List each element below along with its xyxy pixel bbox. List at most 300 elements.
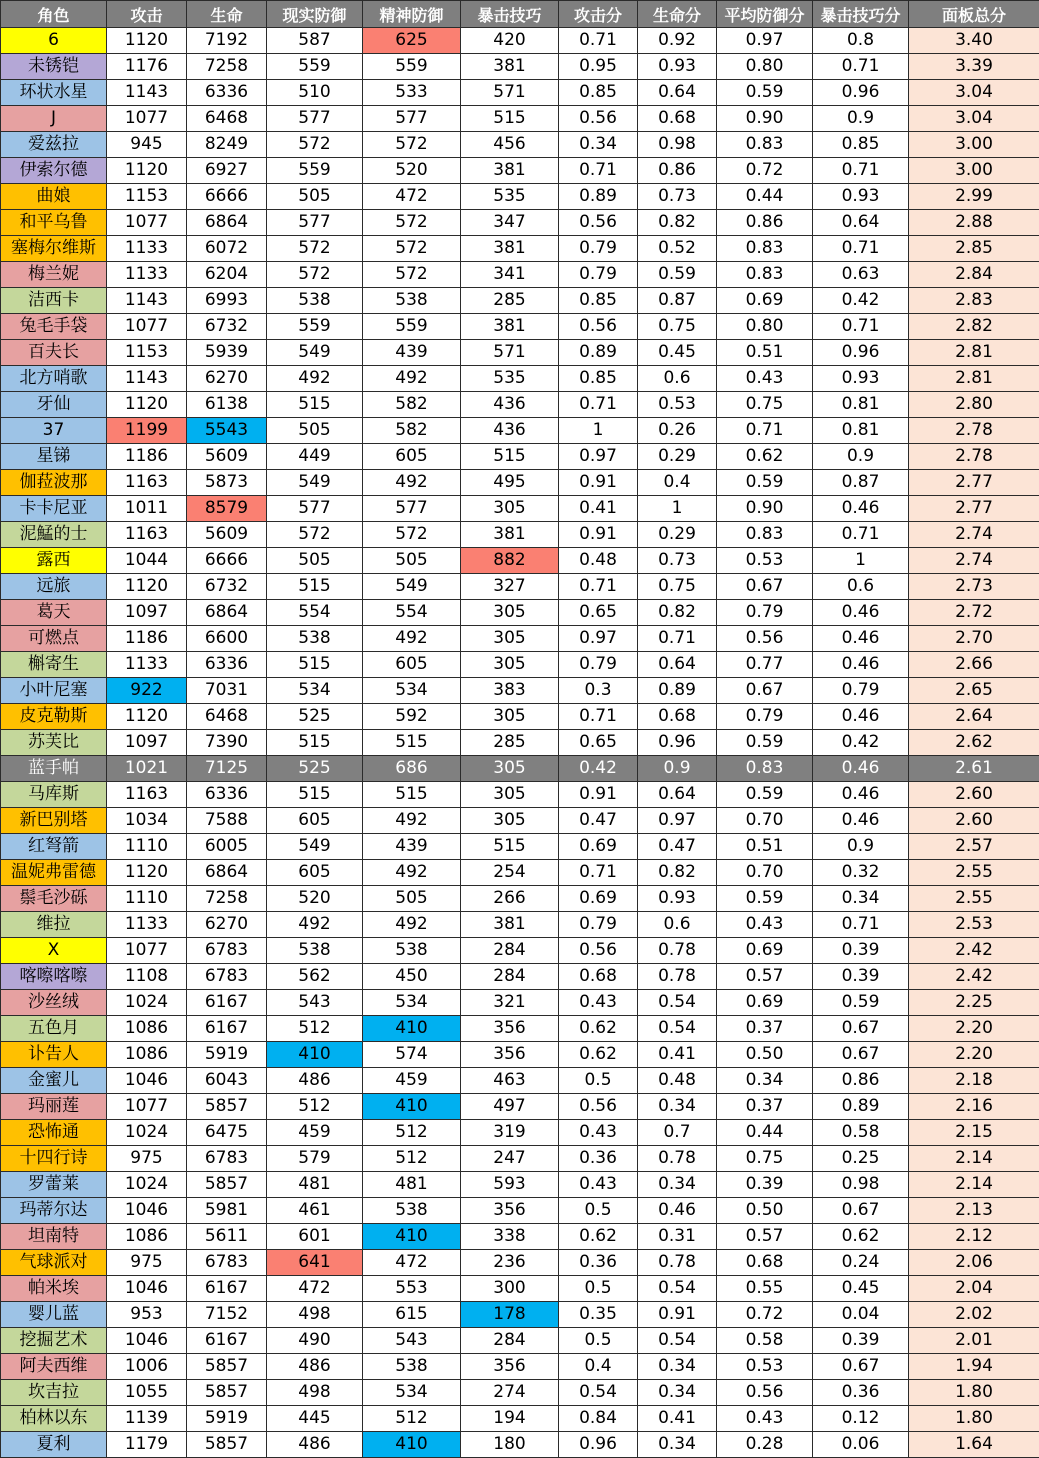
cell-attack-score[interactable]: 0.71 xyxy=(559,158,638,184)
cell-crit-score[interactable]: 0.67 xyxy=(813,1354,909,1380)
cell-attack-score[interactable]: 0.69 xyxy=(559,834,638,860)
cell-crit-technique[interactable]: 347 xyxy=(461,210,559,236)
cell-crit-technique[interactable]: 456 xyxy=(461,132,559,158)
cell-hp-score[interactable]: 0.93 xyxy=(638,54,717,80)
cell-crit-score[interactable]: 0.93 xyxy=(813,184,909,210)
cell-avg-defense-score[interactable]: 0.97 xyxy=(717,28,813,54)
cell-hp[interactable]: 5609 xyxy=(187,444,267,470)
cell-crit-score[interactable]: 0.71 xyxy=(813,314,909,340)
header-mental-defense[interactable]: 精神防御 xyxy=(363,1,461,28)
cell-hp-score[interactable]: 0.98 xyxy=(638,132,717,158)
cell-crit-score[interactable]: 0.96 xyxy=(813,340,909,366)
cell-attack[interactable]: 1044 xyxy=(107,548,187,574)
cell-hp[interactable]: 7258 xyxy=(187,886,267,912)
cell-mental-defense[interactable]: 605 xyxy=(363,652,461,678)
cell-mental-defense[interactable]: 534 xyxy=(363,990,461,1016)
cell-character-name[interactable]: 泥鯭的士 xyxy=(1,522,107,548)
cell-mental-defense[interactable]: 410 xyxy=(363,1224,461,1250)
cell-character-name[interactable]: 牙仙 xyxy=(1,392,107,418)
cell-attack[interactable]: 1186 xyxy=(107,444,187,470)
cell-hp[interactable]: 6167 xyxy=(187,990,267,1016)
cell-reality-defense[interactable]: 538 xyxy=(267,938,363,964)
cell-character-name[interactable]: 星锑 xyxy=(1,444,107,470)
cell-attack-score[interactable]: 0.97 xyxy=(559,444,638,470)
cell-character-name[interactable]: 温妮弗雷德 xyxy=(1,860,107,886)
cell-hp[interactable]: 6167 xyxy=(187,1276,267,1302)
cell-avg-defense-score[interactable]: 0.56 xyxy=(717,1380,813,1406)
cell-character-name[interactable]: 鬃毛沙砾 xyxy=(1,886,107,912)
cell-attack[interactable]: 1077 xyxy=(107,210,187,236)
cell-hp[interactable]: 6204 xyxy=(187,262,267,288)
cell-character-name[interactable]: 红弩箭 xyxy=(1,834,107,860)
cell-avg-defense-score[interactable]: 0.90 xyxy=(717,496,813,522)
cell-hp-score[interactable]: 0.89 xyxy=(638,678,717,704)
cell-avg-defense-score[interactable]: 0.59 xyxy=(717,80,813,106)
cell-mental-defense[interactable]: 492 xyxy=(363,470,461,496)
cell-attack[interactable]: 1055 xyxy=(107,1380,187,1406)
cell-avg-defense-score[interactable]: 0.59 xyxy=(717,470,813,496)
cell-reality-defense[interactable]: 543 xyxy=(267,990,363,1016)
cell-attack[interactable]: 1097 xyxy=(107,730,187,756)
cell-crit-score[interactable]: 0.42 xyxy=(813,730,909,756)
cell-attack[interactable]: 945 xyxy=(107,132,187,158)
cell-hp[interactable]: 6864 xyxy=(187,600,267,626)
cell-crit-score[interactable]: 0.46 xyxy=(813,782,909,808)
cell-avg-defense-score[interactable]: 0.83 xyxy=(717,132,813,158)
cell-hp-score[interactable]: 0.75 xyxy=(638,574,717,600)
cell-attack-score[interactable]: 0.43 xyxy=(559,1120,638,1146)
cell-character-name[interactable]: 葛天 xyxy=(1,600,107,626)
cell-character-name[interactable]: 槲寄生 xyxy=(1,652,107,678)
cell-attack[interactable]: 975 xyxy=(107,1146,187,1172)
cell-hp[interactable]: 6666 xyxy=(187,184,267,210)
cell-total-score[interactable]: 2.15 xyxy=(909,1120,1039,1146)
cell-hp[interactable]: 7031 xyxy=(187,678,267,704)
cell-crit-score[interactable]: 0.42 xyxy=(813,288,909,314)
cell-character-name[interactable]: 马库斯 xyxy=(1,782,107,808)
cell-character-name[interactable]: 皮克勒斯 xyxy=(1,704,107,730)
cell-attack[interactable]: 1153 xyxy=(107,340,187,366)
cell-hp-score[interactable]: 0.45 xyxy=(638,340,717,366)
cell-crit-technique[interactable]: 338 xyxy=(461,1224,559,1250)
cell-hp[interactable]: 6783 xyxy=(187,964,267,990)
cell-crit-technique[interactable]: 319 xyxy=(461,1120,559,1146)
cell-hp[interactable]: 5857 xyxy=(187,1172,267,1198)
cell-hp[interactable]: 6005 xyxy=(187,834,267,860)
cell-avg-defense-score[interactable]: 0.71 xyxy=(717,418,813,444)
cell-hp[interactable]: 5939 xyxy=(187,340,267,366)
cell-attack-score[interactable]: 0.54 xyxy=(559,1380,638,1406)
cell-crit-technique[interactable]: 356 xyxy=(461,1016,559,1042)
cell-crit-technique[interactable]: 284 xyxy=(461,938,559,964)
cell-total-score[interactable]: 2.60 xyxy=(909,808,1039,834)
cell-mental-defense[interactable]: 625 xyxy=(363,28,461,54)
cell-avg-defense-score[interactable]: 0.39 xyxy=(717,1172,813,1198)
cell-total-score[interactable]: 2.73 xyxy=(909,574,1039,600)
cell-attack-score[interactable]: 0.43 xyxy=(559,990,638,1016)
cell-mental-defense[interactable]: 549 xyxy=(363,574,461,600)
cell-total-score[interactable]: 2.20 xyxy=(909,1042,1039,1068)
cell-hp[interactable]: 6043 xyxy=(187,1068,267,1094)
cell-crit-score[interactable]: 0.96 xyxy=(813,80,909,106)
cell-attack-score[interactable]: 0.79 xyxy=(559,652,638,678)
cell-crit-technique[interactable]: 194 xyxy=(461,1406,559,1432)
cell-avg-defense-score[interactable]: 0.59 xyxy=(717,782,813,808)
cell-character-name[interactable]: 北方哨歌 xyxy=(1,366,107,392)
cell-avg-defense-score[interactable]: 0.56 xyxy=(717,626,813,652)
cell-crit-technique[interactable]: 381 xyxy=(461,522,559,548)
cell-crit-technique[interactable]: 882 xyxy=(461,548,559,574)
cell-attack[interactable]: 1120 xyxy=(107,392,187,418)
cell-crit-score[interactable]: 0.8 xyxy=(813,28,909,54)
cell-mental-defense[interactable]: 505 xyxy=(363,548,461,574)
cell-mental-defense[interactable]: 410 xyxy=(363,1016,461,1042)
cell-character-name[interactable]: 金蜜儿 xyxy=(1,1068,107,1094)
cell-reality-defense[interactable]: 445 xyxy=(267,1406,363,1432)
cell-hp-score[interactable]: 0.86 xyxy=(638,158,717,184)
cell-attack[interactable]: 1120 xyxy=(107,860,187,886)
cell-crit-technique[interactable]: 327 xyxy=(461,574,559,600)
cell-hp[interactable]: 6336 xyxy=(187,652,267,678)
cell-crit-score[interactable]: 0.71 xyxy=(813,236,909,262)
cell-hp[interactable]: 8579 xyxy=(187,496,267,522)
cell-attack[interactable]: 1120 xyxy=(107,704,187,730)
cell-crit-technique[interactable]: 381 xyxy=(461,912,559,938)
cell-hp-score[interactable]: 0.29 xyxy=(638,522,717,548)
cell-character-name[interactable]: J xyxy=(1,106,107,132)
cell-reality-defense[interactable]: 559 xyxy=(267,158,363,184)
cell-avg-defense-score[interactable]: 0.43 xyxy=(717,1406,813,1432)
cell-hp-score[interactable]: 0.34 xyxy=(638,1354,717,1380)
cell-character-name[interactable]: 未锈铠 xyxy=(1,54,107,80)
cell-crit-score[interactable]: 0.46 xyxy=(813,496,909,522)
cell-reality-defense[interactable]: 579 xyxy=(267,1146,363,1172)
cell-avg-defense-score[interactable]: 0.68 xyxy=(717,1250,813,1276)
header-hp-score[interactable]: 生命分 xyxy=(638,1,717,28)
cell-total-score[interactable]: 2.06 xyxy=(909,1250,1039,1276)
cell-reality-defense[interactable]: 572 xyxy=(267,132,363,158)
cell-total-score[interactable]: 2.42 xyxy=(909,938,1039,964)
cell-avg-defense-score[interactable]: 0.58 xyxy=(717,1328,813,1354)
cell-attack[interactable]: 1120 xyxy=(107,574,187,600)
cell-reality-defense[interactable]: 492 xyxy=(267,912,363,938)
cell-hp-score[interactable]: 0.34 xyxy=(638,1172,717,1198)
cell-avg-defense-score[interactable]: 0.70 xyxy=(717,808,813,834)
cell-crit-score[interactable]: 0.85 xyxy=(813,132,909,158)
cell-reality-defense[interactable]: 534 xyxy=(267,678,363,704)
cell-attack-score[interactable]: 0.62 xyxy=(559,1016,638,1042)
cell-attack-score[interactable]: 0.56 xyxy=(559,210,638,236)
cell-character-name[interactable]: 百夫长 xyxy=(1,340,107,366)
cell-crit-score[interactable]: 0.81 xyxy=(813,418,909,444)
cell-attack[interactable]: 1133 xyxy=(107,262,187,288)
cell-character-name[interactable]: 卡卡尼亚 xyxy=(1,496,107,522)
cell-total-score[interactable]: 3.00 xyxy=(909,132,1039,158)
cell-attack-score[interactable]: 0.91 xyxy=(559,470,638,496)
cell-crit-score[interactable]: 0.9 xyxy=(813,444,909,470)
cell-hp[interactable]: 6138 xyxy=(187,392,267,418)
cell-crit-score[interactable]: 0.46 xyxy=(813,652,909,678)
cell-hp-score[interactable]: 0.78 xyxy=(638,1250,717,1276)
cell-hp-score[interactable]: 0.78 xyxy=(638,938,717,964)
cell-reality-defense[interactable]: 498 xyxy=(267,1302,363,1328)
cell-reality-defense[interactable]: 549 xyxy=(267,834,363,860)
cell-character-name[interactable]: 坦南特 xyxy=(1,1224,107,1250)
cell-crit-score[interactable]: 0.98 xyxy=(813,1172,909,1198)
cell-attack-score[interactable]: 0.69 xyxy=(559,886,638,912)
cell-reality-defense[interactable]: 559 xyxy=(267,314,363,340)
cell-crit-score[interactable]: 0.71 xyxy=(813,912,909,938)
cell-crit-technique[interactable]: 266 xyxy=(461,886,559,912)
header-hp[interactable]: 生命 xyxy=(187,1,267,28)
cell-total-score[interactable]: 3.39 xyxy=(909,54,1039,80)
cell-hp[interactable]: 6732 xyxy=(187,574,267,600)
cell-crit-technique[interactable]: 463 xyxy=(461,1068,559,1094)
cell-character-name[interactable]: 新巴别塔 xyxy=(1,808,107,834)
cell-hp[interactable]: 5981 xyxy=(187,1198,267,1224)
cell-attack[interactable]: 1153 xyxy=(107,184,187,210)
header-total-score[interactable]: 面板总分 xyxy=(909,1,1039,28)
cell-attack[interactable]: 1024 xyxy=(107,990,187,1016)
cell-mental-defense[interactable]: 534 xyxy=(363,678,461,704)
cell-attack[interactable]: 1143 xyxy=(107,366,187,392)
cell-attack[interactable]: 1110 xyxy=(107,886,187,912)
cell-attack-score[interactable]: 0.68 xyxy=(559,964,638,990)
cell-hp-score[interactable]: 0.47 xyxy=(638,834,717,860)
cell-total-score[interactable]: 2.61 xyxy=(909,756,1039,782)
cell-attack[interactable]: 1024 xyxy=(107,1172,187,1198)
cell-attack[interactable]: 953 xyxy=(107,1302,187,1328)
cell-attack-score[interactable]: 0.5 xyxy=(559,1276,638,1302)
cell-crit-score[interactable]: 0.9 xyxy=(813,106,909,132)
cell-avg-defense-score[interactable]: 0.79 xyxy=(717,704,813,730)
cell-attack[interactable]: 922 xyxy=(107,678,187,704)
cell-character-name[interactable]: 罗蕾莱 xyxy=(1,1172,107,1198)
cell-crit-score[interactable]: 0.67 xyxy=(813,1198,909,1224)
cell-attack-score[interactable]: 0.62 xyxy=(559,1042,638,1068)
cell-hp-score[interactable]: 0.52 xyxy=(638,236,717,262)
cell-attack[interactable]: 1108 xyxy=(107,964,187,990)
header-reality-defense[interactable]: 现实防御 xyxy=(267,1,363,28)
cell-crit-score[interactable]: 0.87 xyxy=(813,470,909,496)
cell-crit-technique[interactable]: 436 xyxy=(461,418,559,444)
cell-crit-technique[interactable]: 284 xyxy=(461,1328,559,1354)
cell-avg-defense-score[interactable]: 0.77 xyxy=(717,652,813,678)
cell-crit-technique[interactable]: 356 xyxy=(461,1354,559,1380)
cell-crit-score[interactable]: 0.39 xyxy=(813,938,909,964)
cell-reality-defense[interactable]: 572 xyxy=(267,262,363,288)
cell-reality-defense[interactable]: 515 xyxy=(267,782,363,808)
cell-attack[interactable]: 1133 xyxy=(107,652,187,678)
cell-hp[interactable]: 7258 xyxy=(187,54,267,80)
cell-avg-defense-score[interactable]: 0.70 xyxy=(717,860,813,886)
cell-hp[interactable]: 6993 xyxy=(187,288,267,314)
cell-attack-score[interactable]: 1 xyxy=(559,418,638,444)
cell-mental-defense[interactable]: 492 xyxy=(363,912,461,938)
cell-crit-technique[interactable]: 285 xyxy=(461,730,559,756)
cell-reality-defense[interactable]: 492 xyxy=(267,366,363,392)
cell-character-name[interactable]: 可燃点 xyxy=(1,626,107,652)
cell-attack[interactable]: 1077 xyxy=(107,106,187,132)
cell-attack-score[interactable]: 0.85 xyxy=(559,80,638,106)
cell-reality-defense[interactable]: 601 xyxy=(267,1224,363,1250)
cell-reality-defense[interactable]: 515 xyxy=(267,730,363,756)
cell-crit-score[interactable]: 0.6 xyxy=(813,574,909,600)
cell-total-score[interactable]: 2.74 xyxy=(909,522,1039,548)
cell-attack[interactable]: 1034 xyxy=(107,808,187,834)
cell-hp[interactable]: 7125 xyxy=(187,756,267,782)
cell-mental-defense[interactable]: 505 xyxy=(363,886,461,912)
cell-total-score[interactable]: 2.84 xyxy=(909,262,1039,288)
cell-hp-score[interactable]: 0.41 xyxy=(638,1406,717,1432)
cell-crit-technique[interactable]: 274 xyxy=(461,1380,559,1406)
cell-character-name[interactable]: 伊索尔德 xyxy=(1,158,107,184)
cell-attack-score[interactable]: 0.91 xyxy=(559,522,638,548)
cell-total-score[interactable]: 2.60 xyxy=(909,782,1039,808)
cell-crit-score[interactable]: 0.46 xyxy=(813,704,909,730)
cell-reality-defense[interactable]: 510 xyxy=(267,80,363,106)
cell-attack[interactable]: 1133 xyxy=(107,236,187,262)
cell-character-name[interactable]: 喀嚓喀嚓 xyxy=(1,964,107,990)
cell-crit-technique[interactable]: 515 xyxy=(461,834,559,860)
cell-mental-defense[interactable]: 572 xyxy=(363,262,461,288)
cell-hp-score[interactable]: 0.75 xyxy=(638,314,717,340)
cell-hp-score[interactable]: 0.78 xyxy=(638,1146,717,1172)
cell-hp[interactable]: 7192 xyxy=(187,28,267,54)
cell-attack[interactable]: 1163 xyxy=(107,470,187,496)
cell-crit-technique[interactable]: 305 xyxy=(461,600,559,626)
cell-total-score[interactable]: 2.85 xyxy=(909,236,1039,262)
cell-avg-defense-score[interactable]: 0.62 xyxy=(717,444,813,470)
cell-hp-score[interactable]: 0.34 xyxy=(638,1432,717,1458)
cell-avg-defense-score[interactable]: 0.67 xyxy=(717,574,813,600)
cell-total-score[interactable]: 2.62 xyxy=(909,730,1039,756)
cell-avg-defense-score[interactable]: 0.57 xyxy=(717,964,813,990)
cell-total-score[interactable]: 2.74 xyxy=(909,548,1039,574)
cell-total-score[interactable]: 2.04 xyxy=(909,1276,1039,1302)
cell-attack[interactable]: 1046 xyxy=(107,1328,187,1354)
cell-total-score[interactable]: 2.18 xyxy=(909,1068,1039,1094)
cell-crit-score[interactable]: 0.93 xyxy=(813,366,909,392)
cell-hp-score[interactable]: 0.78 xyxy=(638,964,717,990)
cell-hp[interactable]: 6783 xyxy=(187,938,267,964)
cell-hp-score[interactable]: 0.46 xyxy=(638,1198,717,1224)
cell-hp[interactable]: 7152 xyxy=(187,1302,267,1328)
cell-attack[interactable]: 1186 xyxy=(107,626,187,652)
cell-attack[interactable]: 1179 xyxy=(107,1432,187,1458)
cell-total-score[interactable]: 2.20 xyxy=(909,1016,1039,1042)
cell-character-name[interactable]: 帕米埃 xyxy=(1,1276,107,1302)
cell-mental-defense[interactable]: 574 xyxy=(363,1042,461,1068)
cell-mental-defense[interactable]: 615 xyxy=(363,1302,461,1328)
cell-reality-defense[interactable]: 572 xyxy=(267,522,363,548)
cell-reality-defense[interactable]: 505 xyxy=(267,184,363,210)
cell-hp-score[interactable]: 0.64 xyxy=(638,782,717,808)
header-attack[interactable]: 攻击 xyxy=(107,1,187,28)
cell-hp[interactable]: 6167 xyxy=(187,1328,267,1354)
cell-character-name[interactable]: 五色月 xyxy=(1,1016,107,1042)
cell-reality-defense[interactable]: 481 xyxy=(267,1172,363,1198)
cell-avg-defense-score[interactable]: 0.59 xyxy=(717,730,813,756)
cell-hp-score[interactable]: 0.9 xyxy=(638,756,717,782)
cell-total-score[interactable]: 1.80 xyxy=(909,1406,1039,1432)
cell-attack[interactable]: 1120 xyxy=(107,28,187,54)
cell-avg-defense-score[interactable]: 0.37 xyxy=(717,1016,813,1042)
cell-character-name[interactable]: 坎吉拉 xyxy=(1,1380,107,1406)
cell-character-name[interactable]: 伽菈波那 xyxy=(1,470,107,496)
cell-hp-score[interactable]: 0.54 xyxy=(638,1016,717,1042)
cell-attack-score[interactable]: 0.56 xyxy=(559,314,638,340)
cell-attack-score[interactable]: 0.71 xyxy=(559,860,638,886)
cell-character-name[interactable]: 洁西卡 xyxy=(1,288,107,314)
cell-total-score[interactable]: 3.04 xyxy=(909,80,1039,106)
cell-crit-technique[interactable]: 420 xyxy=(461,28,559,54)
cell-mental-defense[interactable]: 492 xyxy=(363,366,461,392)
cell-avg-defense-score[interactable]: 0.37 xyxy=(717,1094,813,1120)
cell-reality-defense[interactable]: 486 xyxy=(267,1068,363,1094)
cell-total-score[interactable]: 2.77 xyxy=(909,470,1039,496)
cell-mental-defense[interactable]: 515 xyxy=(363,782,461,808)
cell-reality-defense[interactable]: 486 xyxy=(267,1354,363,1380)
cell-crit-technique[interactable]: 254 xyxy=(461,860,559,886)
cell-reality-defense[interactable]: 449 xyxy=(267,444,363,470)
cell-total-score[interactable]: 2.13 xyxy=(909,1198,1039,1224)
cell-mental-defense[interactable]: 481 xyxy=(363,1172,461,1198)
cell-attack-score[interactable]: 0.65 xyxy=(559,730,638,756)
cell-character-name[interactable]: 曲娘 xyxy=(1,184,107,210)
cell-avg-defense-score[interactable]: 0.53 xyxy=(717,1354,813,1380)
cell-crit-technique[interactable]: 436 xyxy=(461,392,559,418)
cell-avg-defense-score[interactable]: 0.80 xyxy=(717,314,813,340)
cell-mental-defense[interactable]: 472 xyxy=(363,1250,461,1276)
cell-character-name[interactable]: 阿夫西维 xyxy=(1,1354,107,1380)
cell-crit-score[interactable]: 0.39 xyxy=(813,964,909,990)
cell-crit-technique[interactable]: 300 xyxy=(461,1276,559,1302)
cell-hp[interactable]: 5857 xyxy=(187,1094,267,1120)
cell-mental-defense[interactable]: 582 xyxy=(363,392,461,418)
cell-avg-defense-score[interactable]: 0.69 xyxy=(717,990,813,1016)
cell-hp[interactable]: 6864 xyxy=(187,860,267,886)
cell-reality-defense[interactable]: 538 xyxy=(267,288,363,314)
cell-crit-technique[interactable]: 236 xyxy=(461,1250,559,1276)
cell-attack-score[interactable]: 0.71 xyxy=(559,704,638,730)
cell-total-score[interactable]: 2.99 xyxy=(909,184,1039,210)
cell-attack-score[interactable]: 0.89 xyxy=(559,340,638,366)
cell-attack-score[interactable]: 0.43 xyxy=(559,1172,638,1198)
cell-total-score[interactable]: 2.01 xyxy=(909,1328,1039,1354)
cell-crit-score[interactable]: 0.34 xyxy=(813,886,909,912)
cell-avg-defense-score[interactable]: 0.75 xyxy=(717,392,813,418)
cell-crit-score[interactable]: 0.45 xyxy=(813,1276,909,1302)
cell-character-name[interactable]: X xyxy=(1,938,107,964)
cell-attack[interactable]: 1077 xyxy=(107,314,187,340)
cell-crit-score[interactable]: 0.46 xyxy=(813,626,909,652)
cell-crit-technique[interactable]: 305 xyxy=(461,496,559,522)
cell-character-name[interactable]: 兔毛手袋 xyxy=(1,314,107,340)
cell-reality-defense[interactable]: 520 xyxy=(267,886,363,912)
cell-attack[interactable]: 1077 xyxy=(107,938,187,964)
cell-avg-defense-score[interactable]: 0.50 xyxy=(717,1198,813,1224)
cell-total-score[interactable]: 2.55 xyxy=(909,860,1039,886)
cell-total-score[interactable]: 2.66 xyxy=(909,652,1039,678)
cell-avg-defense-score[interactable]: 0.83 xyxy=(717,262,813,288)
cell-attack-score[interactable]: 0.56 xyxy=(559,938,638,964)
cell-hp-score[interactable]: 0.64 xyxy=(638,652,717,678)
cell-crit-technique[interactable]: 381 xyxy=(461,54,559,80)
cell-crit-technique[interactable]: 321 xyxy=(461,990,559,1016)
cell-attack[interactable]: 1133 xyxy=(107,912,187,938)
cell-total-score[interactable]: 2.16 xyxy=(909,1094,1039,1120)
